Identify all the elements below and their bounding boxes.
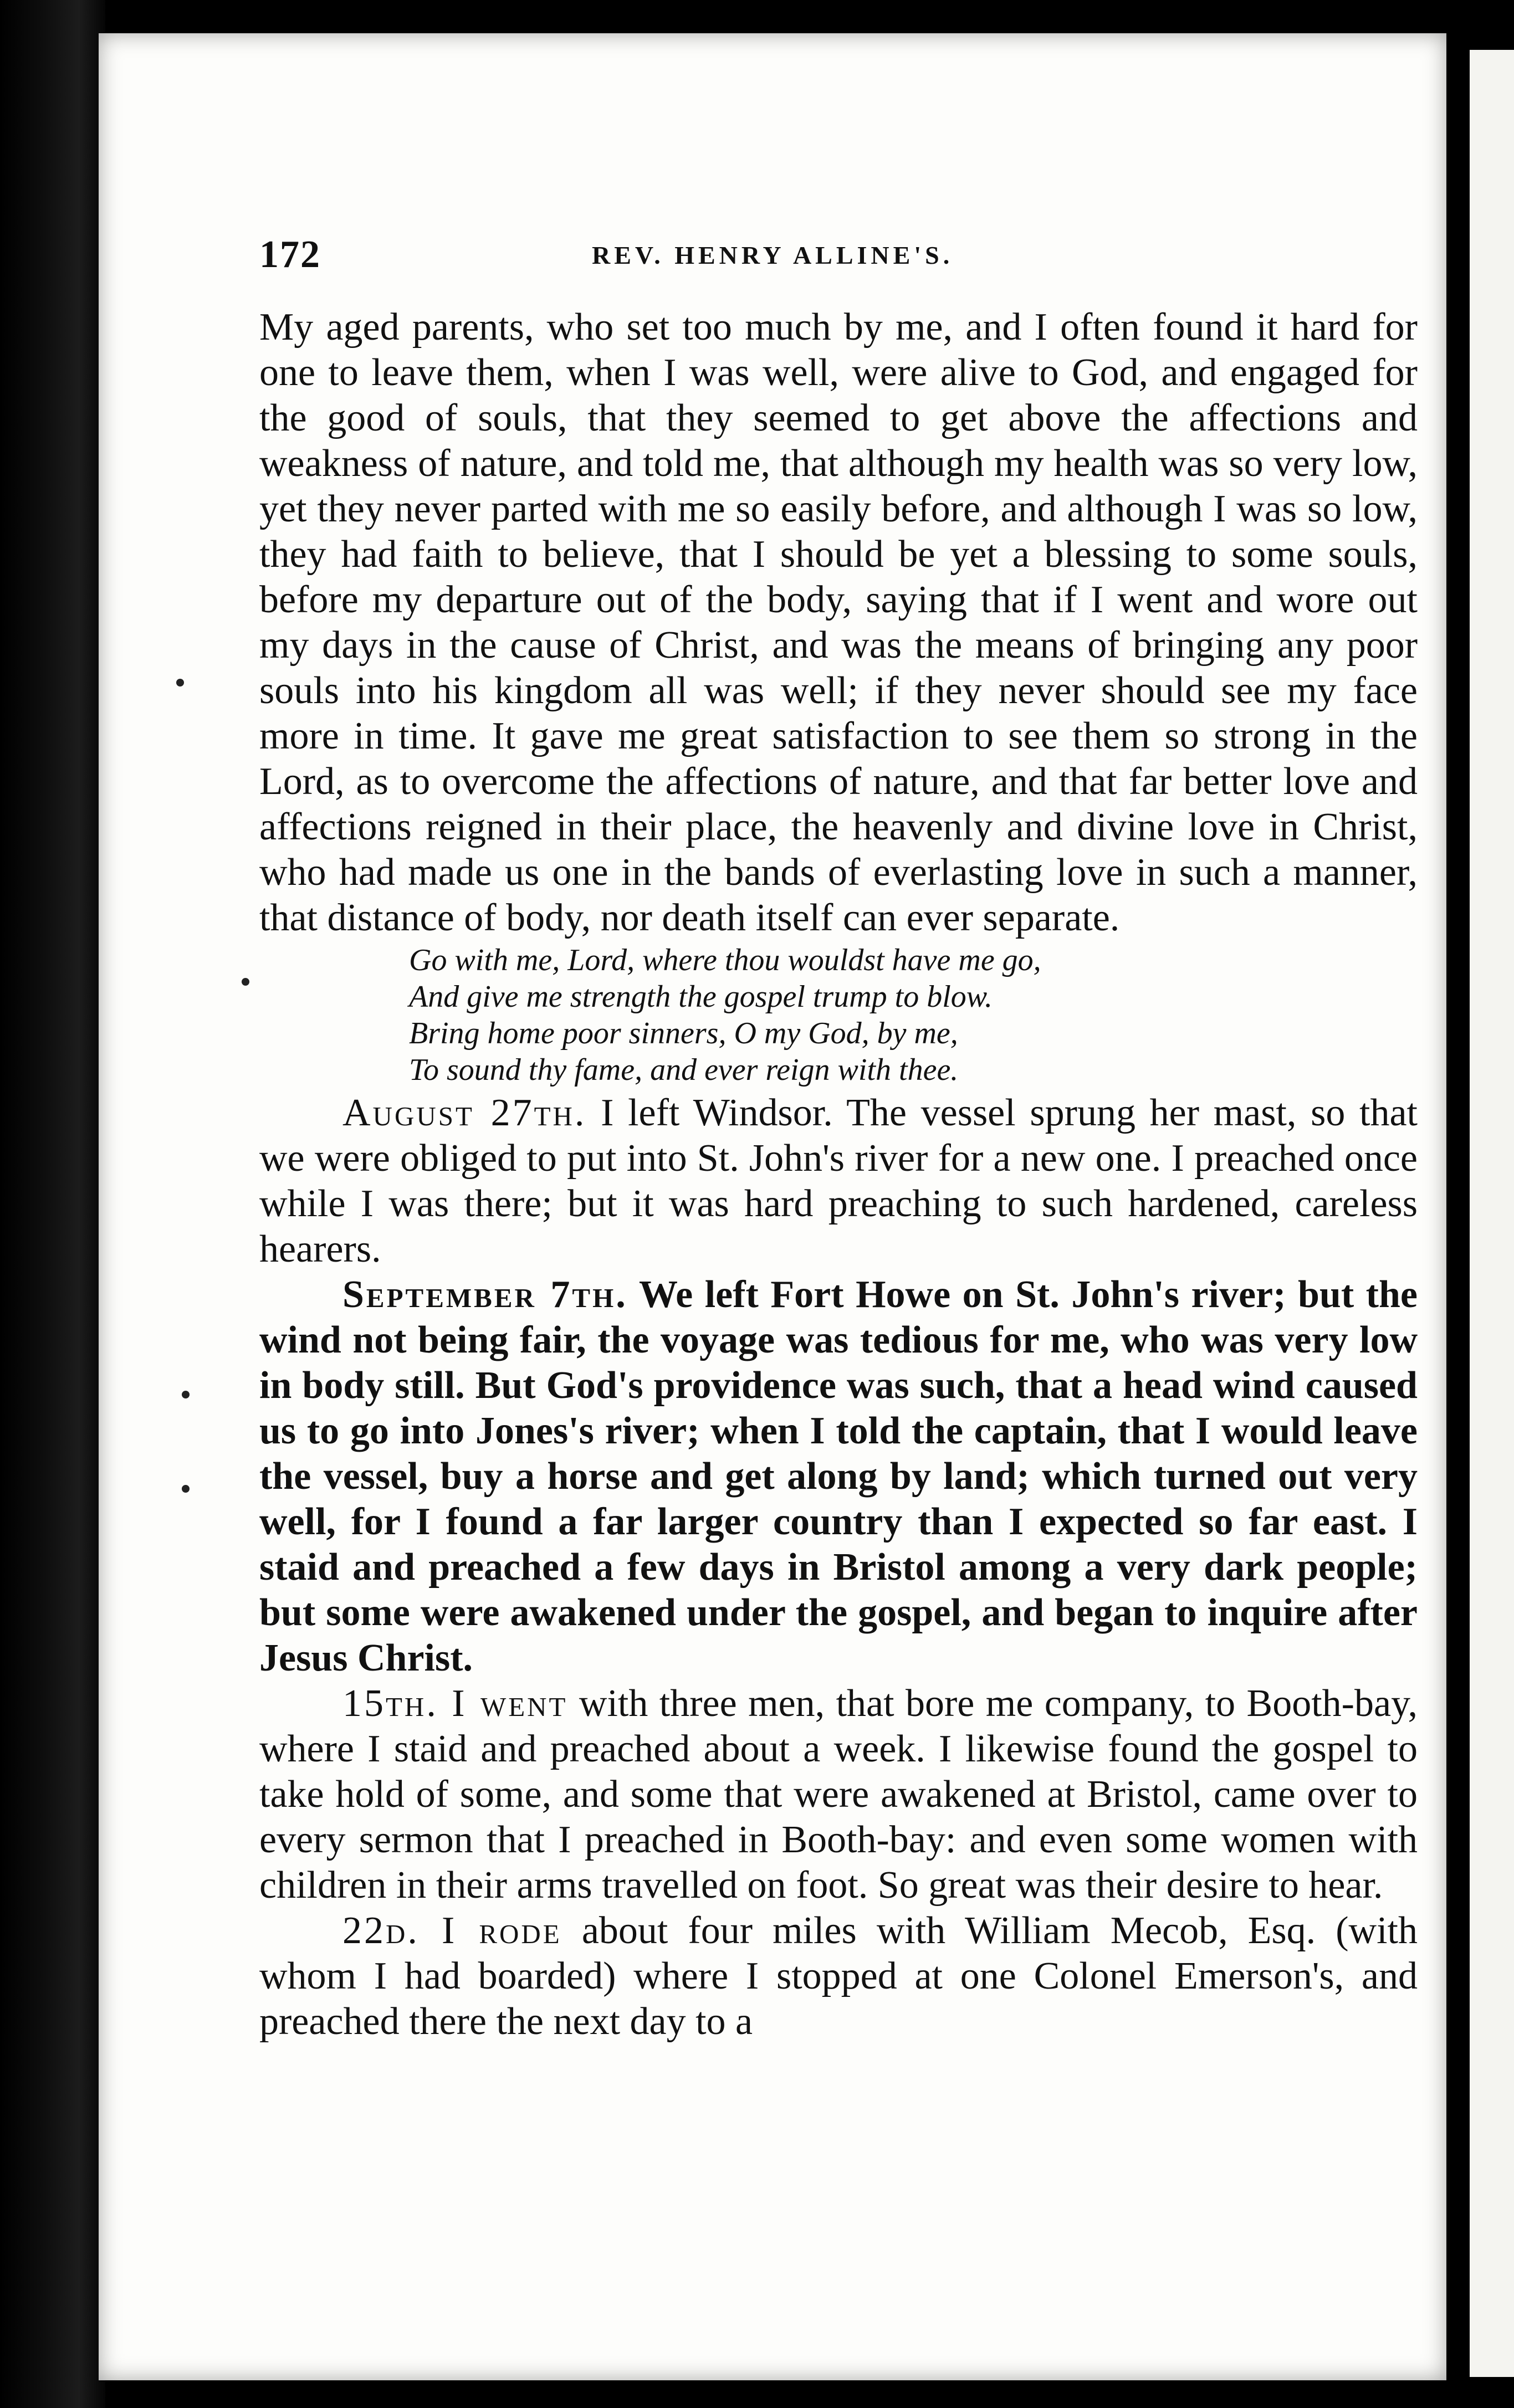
margin-mark (182, 1391, 190, 1398)
verse-line: Bring home poor sinners, O my God, by me, (409, 1016, 958, 1051)
book-page (99, 33, 1446, 2380)
entry-date: 22d. I rode (342, 1909, 562, 1952)
entry-text: I left Windsor. The vessel sprung her mast, so that we were obliged to put into St. John's river for a new one. I preached once while I was there; but it was hard preaching to such hardened, careless hearers. (259, 1092, 1418, 1270)
verse-stanza (409, 942, 1418, 1088)
paragraph-september (259, 1272, 1418, 1681)
paragraph-august (259, 1090, 1418, 1272)
running-title: REV. HENRY ALLINE'S. (592, 241, 954, 269)
margin-mark (182, 1485, 190, 1493)
page-number: 172 (259, 233, 321, 276)
margin-mark (242, 978, 249, 986)
verse-line: Go with me, Lord, where thou wouldst have me go, (409, 943, 1041, 977)
entry-text: with three men, that bore me company, to Booth-bay, where I staid and preached about a week. I likewise found the gospel to take hold of some, and some that were awakened at Bristol, came over to every sermon that I preached in Booth-bay: and even some women with children in their arms travelled on foot. So great was their desire to hear. (259, 1682, 1418, 1907)
margin-mark (176, 679, 184, 686)
paragraph-twentysecond (259, 1908, 1418, 2045)
entry-text: about four miles with William Mecob, Esq. (with whom I had boarded) where I stopped at one Colonel Emerson's, and preached there the next day to a (259, 1909, 1418, 2043)
book-binding-edge (0, 0, 105, 2408)
page-text (259, 233, 1418, 2045)
entry-date: September 7th. (342, 1273, 628, 1316)
next-page-edge (1470, 50, 1514, 2377)
entry-date: 15th. I went (342, 1682, 568, 1725)
entry-text: We left Fort Howe on St. John's river; but the wind not being fair, the voyage was tedious for me, who was very low in body still. But God's providence was such, that a head wind caused us to go into Jones's river; when I told the captain, that I would leave the vessel, buy a horse and get along by land; which turned out very well, for I found a far larger country than I expected so far east. I staid and preached a few days in Bristol among a very dark people; but some were awakened under the gospel, and began to inquire after Jesus Christ. (259, 1273, 1418, 1679)
verse-line: And give me strength the gospel trump to blow. (409, 980, 993, 1014)
running-head (259, 233, 1418, 305)
paragraph-parents: My aged parents, who set too much by me, and I often found it hard for one to leave them, when I was well, were alive to God, and engaged for the good of souls, that they seemed to get above the affections and weakness of nature, and told me, that although my health was so very low, yet they never parted with me so easily before, and although I was so low, they had faith to believe, that I should be yet a blessing to some souls, before my departure out of the body, saying that if I went and wore out my days in the cause of Christ, and was the means of bringing any poor souls into his kingdom all was well; if they never should see my face more in time. It gave me great satisfaction to see them so strong in the Lord, as to overcome the affections of nature, and that far better love and affections reigned in their place, the heavenly and divine love in Christ, who had made us one in the bands of everlasting love in such a manner, that distance of body, nor death itself can ever separate. (259, 306, 1418, 939)
verse-line: To sound thy fame, and ever reign with thee. (409, 1053, 959, 1087)
paragraph-fifteenth (259, 1681, 1418, 1908)
entry-date: August 27th. (342, 1092, 587, 1134)
